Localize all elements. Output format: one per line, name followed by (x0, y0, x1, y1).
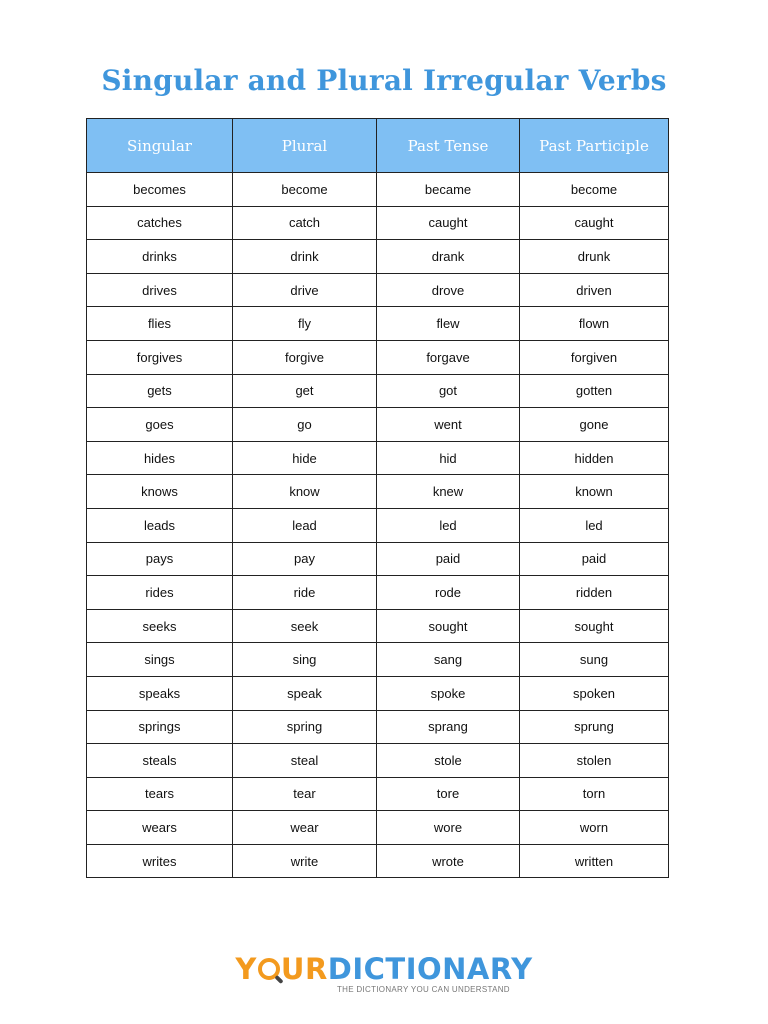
cell-plural: drive (233, 273, 377, 307)
cell-past-participle: sung (520, 643, 669, 677)
cell-singular: catches (87, 206, 233, 240)
cell-plural: lead (233, 508, 377, 542)
cell-past-participle: flown (520, 307, 669, 341)
cell-past-tense: sang (377, 643, 520, 677)
cell-past-tense: became (377, 173, 520, 207)
cell-past-tense: got (377, 374, 520, 408)
table-row (87, 206, 669, 240)
verbs-table (86, 118, 669, 878)
column-header-plural: Plural (233, 119, 377, 173)
cell-past-tense: stole (377, 744, 520, 778)
table-row (87, 441, 669, 475)
logo-wordmark (235, 952, 532, 986)
cell-past-tense: drove (377, 273, 520, 307)
cell-singular: hides (87, 441, 233, 475)
cell-past-participle: sought (520, 609, 669, 643)
cell-past-tense: tore (377, 777, 520, 811)
column-header-past-tense: Past Tense (377, 119, 520, 173)
cell-singular: pays (87, 542, 233, 576)
cell-past-participle: gone (520, 408, 669, 442)
cell-plural: know (233, 475, 377, 509)
cell-plural: wear (233, 811, 377, 845)
cell-past-tense: hid (377, 441, 520, 475)
cell-plural: catch (233, 206, 377, 240)
table-row (87, 710, 669, 744)
table-row (87, 777, 669, 811)
cell-past-participle: known (520, 475, 669, 509)
cell-past-tense: knew (377, 475, 520, 509)
cell-past-participle: drunk (520, 240, 669, 274)
table-body (87, 173, 669, 878)
logo-text-your-end: UR (280, 952, 328, 986)
cell-singular: knows (87, 475, 233, 509)
cell-past-tense: forgave (377, 340, 520, 374)
cell-past-tense: wore (377, 811, 520, 845)
cell-plural: seek (233, 609, 377, 643)
cell-past-tense: went (377, 408, 520, 442)
cell-plural: tear (233, 777, 377, 811)
table-row (87, 408, 669, 442)
cell-singular: goes (87, 408, 233, 442)
cell-past-tense: paid (377, 542, 520, 576)
cell-past-participle: paid (520, 542, 669, 576)
cell-plural: forgive (233, 340, 377, 374)
cell-singular: tears (87, 777, 233, 811)
logo-text-dictionary: DICTIONARY (327, 952, 533, 986)
cell-past-participle: caught (520, 206, 669, 240)
cell-past-tense: sought (377, 609, 520, 643)
cell-past-participle: gotten (520, 374, 669, 408)
cell-singular: steals (87, 744, 233, 778)
cell-past-tense: spoke (377, 676, 520, 710)
cell-singular: leads (87, 508, 233, 542)
cell-singular: wears (87, 811, 233, 845)
cell-singular: rides (87, 576, 233, 610)
table-row (87, 676, 669, 710)
cell-past-participle: led (520, 508, 669, 542)
cell-plural: hide (233, 441, 377, 475)
cell-singular: speaks (87, 676, 233, 710)
table-row (87, 374, 669, 408)
table-row (87, 744, 669, 778)
cell-plural: spring (233, 710, 377, 744)
table-row (87, 475, 669, 509)
cell-past-participle: ridden (520, 576, 669, 610)
cell-plural: drink (233, 240, 377, 274)
cell-past-participle: stolen (520, 744, 669, 778)
magnifier-icon (258, 958, 280, 980)
cell-singular: drives (87, 273, 233, 307)
cell-past-participle: written (520, 844, 669, 878)
yourdictionary-logo (0, 952, 768, 994)
cell-plural: write (233, 844, 377, 878)
cell-past-tense: wrote (377, 844, 520, 878)
cell-past-tense: led (377, 508, 520, 542)
cell-singular: flies (87, 307, 233, 341)
cell-plural: fly (233, 307, 377, 341)
table-row (87, 240, 669, 274)
table-row (87, 811, 669, 845)
cell-plural: speak (233, 676, 377, 710)
column-header-singular: Singular (87, 119, 233, 173)
logo-tagline: THE DICTIONARY YOU CAN UNDERSTAND (337, 985, 510, 994)
cell-past-tense: flew (377, 307, 520, 341)
cell-plural: become (233, 173, 377, 207)
logo-text-your-start: Y (235, 952, 257, 986)
cell-past-participle: torn (520, 777, 669, 811)
table-row (87, 273, 669, 307)
cell-plural: ride (233, 576, 377, 610)
cell-past-participle: spoken (520, 676, 669, 710)
table-row (87, 643, 669, 677)
cell-past-participle: worn (520, 811, 669, 845)
cell-singular: springs (87, 710, 233, 744)
table-row (87, 173, 669, 207)
cell-past-tense: drank (377, 240, 520, 274)
cell-past-participle: become (520, 173, 669, 207)
cell-plural: sing (233, 643, 377, 677)
table-row (87, 844, 669, 878)
cell-plural: pay (233, 542, 377, 576)
cell-singular: writes (87, 844, 233, 878)
cell-past-participle: hidden (520, 441, 669, 475)
cell-singular: gets (87, 374, 233, 408)
cell-singular: becomes (87, 173, 233, 207)
cell-past-participle: forgiven (520, 340, 669, 374)
cell-singular: seeks (87, 609, 233, 643)
cell-plural: get (233, 374, 377, 408)
table-row (87, 508, 669, 542)
table-row (87, 340, 669, 374)
cell-singular: sings (87, 643, 233, 677)
cell-plural: go (233, 408, 377, 442)
cell-past-participle: sprung (520, 710, 669, 744)
table-row (87, 307, 669, 341)
page-title: Singular and Plural Irregular Verbs (101, 64, 667, 97)
column-header-past-participle: Past Participle (520, 119, 669, 173)
cell-past-tense: caught (377, 206, 520, 240)
cell-singular: forgives (87, 340, 233, 374)
cell-plural: steal (233, 744, 377, 778)
table-header-row (87, 119, 669, 173)
table-row (87, 542, 669, 576)
cell-past-tense: rode (377, 576, 520, 610)
cell-past-participle: driven (520, 273, 669, 307)
cell-singular: drinks (87, 240, 233, 274)
table-row (87, 609, 669, 643)
cell-past-tense: sprang (377, 710, 520, 744)
table-row (87, 576, 669, 610)
